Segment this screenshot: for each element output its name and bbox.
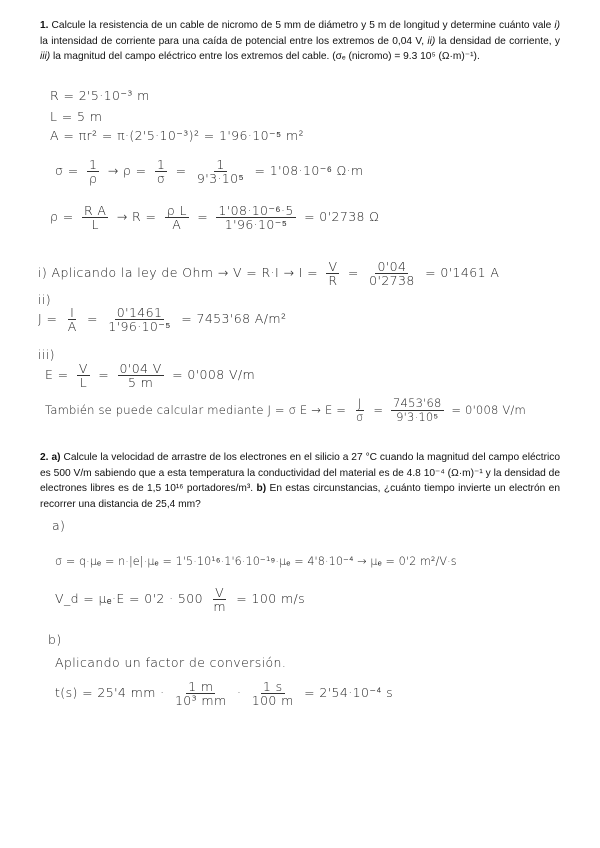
hw-rho-lhs: ρ = bbox=[50, 209, 74, 224]
problem-1-iii-label: iii) bbox=[40, 51, 51, 63]
hw-alt-method-line bbox=[45, 397, 526, 424]
hw-part-ii-label: ii) bbox=[38, 292, 52, 307]
frac-den: σ bbox=[355, 410, 364, 424]
frac-num: 1'08·10⁻⁶·5 bbox=[218, 203, 294, 218]
hw-i-frac-1 bbox=[326, 260, 339, 287]
hw2-t-frac-1 bbox=[173, 680, 229, 707]
hw2-part-b-label: b) bbox=[48, 632, 62, 647]
frac-den: L bbox=[91, 217, 99, 232]
frac-num: 1 s bbox=[262, 679, 283, 694]
hw-i-eq: = bbox=[347, 265, 359, 280]
hw-sigma-frac-1 bbox=[87, 158, 99, 185]
hw2-t-dot: · bbox=[236, 685, 242, 700]
frac-num: 0'1461 bbox=[116, 305, 163, 320]
hw-part-iii-label: iii) bbox=[38, 347, 55, 362]
frac-den: 10³ mm bbox=[174, 693, 227, 708]
hw-i-frac-2 bbox=[367, 260, 417, 287]
hw-tb-result: = 0'008 V/m bbox=[451, 403, 526, 417]
problem-1-i-label: i) bbox=[554, 20, 560, 31]
hw2-t-lhs: t(s) = 25'4 mm · bbox=[55, 685, 165, 700]
frac-den: 0'2738 bbox=[369, 273, 415, 288]
frac-num: V bbox=[328, 259, 338, 274]
problem-1-text-a: Calcule la resistencia de un cable de nicromo de 5 mm de diámetro y 5 m de longitud y determine cuánto vale bbox=[51, 20, 552, 31]
hw2-t-frac-2 bbox=[250, 680, 296, 707]
hw-sigma-result: = 1'08·10⁻⁶ Ω·m bbox=[254, 163, 364, 178]
frac-den: ρ bbox=[88, 171, 98, 186]
hw-ii-result: = 7453'68 A/m² bbox=[181, 311, 287, 326]
frac-num: 0'04 bbox=[377, 259, 407, 274]
frac-den: 9'3·10⁵ bbox=[196, 171, 245, 186]
hw-iii-frac-1 bbox=[77, 362, 90, 389]
hw2-vd-frac bbox=[211, 586, 228, 613]
hw-iii-lhs: E = bbox=[45, 367, 69, 382]
hw2-time-line bbox=[55, 680, 393, 707]
hw2-t-result: = 2'54·10⁻⁴ s bbox=[304, 685, 394, 700]
frac-num: 0'04 V bbox=[119, 361, 162, 376]
hw-rho-mid: → R = bbox=[116, 209, 157, 224]
frac-num: 1 m bbox=[188, 679, 214, 694]
hw-ii-frac-1 bbox=[66, 306, 79, 333]
hw-area-line: A = πr² = π·(2'5·10⁻³)² = 1'96·10⁻⁵ m² bbox=[50, 128, 304, 143]
frac-num: ρ L bbox=[166, 203, 187, 218]
hw-ii-frac-2 bbox=[106, 306, 173, 333]
hw-tb-frac-2 bbox=[391, 397, 443, 424]
hw-sigma-eq: = bbox=[175, 163, 187, 178]
frac-num: V bbox=[215, 585, 225, 600]
problem-2-b-label: b) bbox=[256, 483, 267, 495]
hw-i-text: i) Aplicando la ley de Ohm → V = R·I → I = bbox=[38, 265, 319, 280]
hw2-mobility-line: σ = q·μₑ = n·|e|·μₑ = 1'5·10¹⁶·1'6·10⁻¹⁹·μₑ = 4'8·10⁻⁴ → μₑ = 0'2 m²/V·s bbox=[55, 555, 457, 568]
hw-sigma-lhs: σ = bbox=[55, 163, 79, 178]
hw-tb-eq: = bbox=[373, 403, 384, 417]
hw-tb-text: También se puede calcular mediante J = σ E → E = bbox=[45, 403, 347, 417]
frac-den: σ bbox=[156, 171, 166, 186]
frac-num: 1 bbox=[156, 157, 166, 172]
frac-num: R A bbox=[83, 203, 107, 218]
hw-resistance-line bbox=[50, 204, 379, 231]
problem-1-ii-label: ii) bbox=[427, 35, 436, 47]
hw-rho-frac-2 bbox=[165, 204, 189, 231]
hw-length-line: L = 5 m bbox=[50, 109, 103, 124]
hw-iii-eq: = bbox=[98, 367, 110, 382]
frac-den: L bbox=[79, 375, 88, 390]
hw-part-i-line bbox=[38, 260, 499, 287]
frac-num: J bbox=[357, 396, 362, 410]
frac-den: A bbox=[172, 217, 182, 232]
frac-den: 5 m bbox=[127, 375, 154, 390]
hw-rho-frac-1 bbox=[82, 204, 108, 231]
hw-sigma-frac-3 bbox=[195, 158, 246, 185]
hw2-conversion-text: Aplicando un factor de conversión. bbox=[55, 655, 287, 670]
problem-1-text-c: la densidad de corriente, y bbox=[438, 35, 560, 47]
hw-part-ii-line bbox=[38, 306, 286, 333]
frac-num: 1 bbox=[216, 157, 225, 172]
hw-iii-frac-2 bbox=[118, 362, 164, 389]
problem-1-number: 1. bbox=[40, 20, 49, 31]
frac-den: A bbox=[67, 319, 77, 334]
hw-radius-line: R = 2'5·10⁻³ m bbox=[50, 88, 150, 103]
hw-tb-frac-1 bbox=[354, 397, 366, 424]
frac-num: I bbox=[70, 305, 75, 320]
frac-num: 1 bbox=[88, 157, 98, 172]
hw-iii-result: = 0'008 V/m bbox=[172, 367, 256, 382]
hw2-vd-result: = 100 m/s bbox=[236, 591, 306, 606]
frac-num: 7453'68 bbox=[393, 396, 442, 410]
hw-part-iii-line bbox=[45, 362, 255, 389]
hw2-vd-lhs: V_d = μₑ·E = 0'2 · 500 bbox=[55, 591, 203, 606]
frac-den: m bbox=[213, 599, 226, 614]
hw-rho-result: = 0'2738 Ω bbox=[304, 209, 380, 224]
hw-rho-frac-3 bbox=[216, 204, 295, 231]
hw2-drift-velocity-line bbox=[55, 586, 305, 613]
problem-1-statement bbox=[40, 18, 560, 65]
frac-den: 9'3·10⁵ bbox=[396, 410, 439, 424]
hw-i-result: = 0'1461 A bbox=[425, 265, 500, 280]
problem-2-text-a: Calcule la velocidad de arrastre de los electrones en el silicio a 27 °C cuando la magnitud del campo eléctrico es 500 V/m sabiendo que a esta temperatura la conductividad del material es de 4.8 10⁻⁴ (Ω·m)⁻¹ y la densidad de electrones libres es de 1,5 10¹⁶ portadores/m³. bbox=[40, 452, 560, 495]
hw-sigma-frac-2 bbox=[155, 158, 167, 185]
problem-2-a-label: a) bbox=[51, 452, 61, 463]
hw-resistivity-line bbox=[55, 158, 364, 185]
problem-2-number: 2. bbox=[40, 452, 49, 463]
frac-den: 100 m bbox=[251, 693, 294, 708]
hw-ii-eq: = bbox=[87, 311, 98, 326]
frac-num: V bbox=[78, 361, 88, 376]
frac-den: 1'96·10⁻⁵ bbox=[224, 217, 288, 232]
hw-rho-eq: = bbox=[197, 209, 209, 224]
frac-den: 1'96·10⁻⁵ bbox=[108, 319, 171, 334]
hw-sigma-mid: → ρ = bbox=[107, 163, 147, 178]
problem-2-statement bbox=[40, 450, 560, 512]
hw-ii-lhs: J = bbox=[38, 311, 58, 326]
hw2-part-a-label: a) bbox=[52, 518, 66, 533]
problem-1-text-d: la magnitud del campo eléctrico entre los extremos del cable. (σₑ (nicromo) = 9.3 10⁵ (Ω·m)⁻¹). bbox=[53, 51, 480, 63]
frac-den: R bbox=[328, 273, 338, 288]
problem-2-text-b: En estas circunstancias, ¿cuánto tiempo invierte un electrón en recorrer una distancia de 25,4 mm? bbox=[40, 483, 560, 510]
problem-1-text-b: la intensidad de corriente para una caída de potencial entre los extremos de 0,04 V, bbox=[40, 35, 425, 47]
